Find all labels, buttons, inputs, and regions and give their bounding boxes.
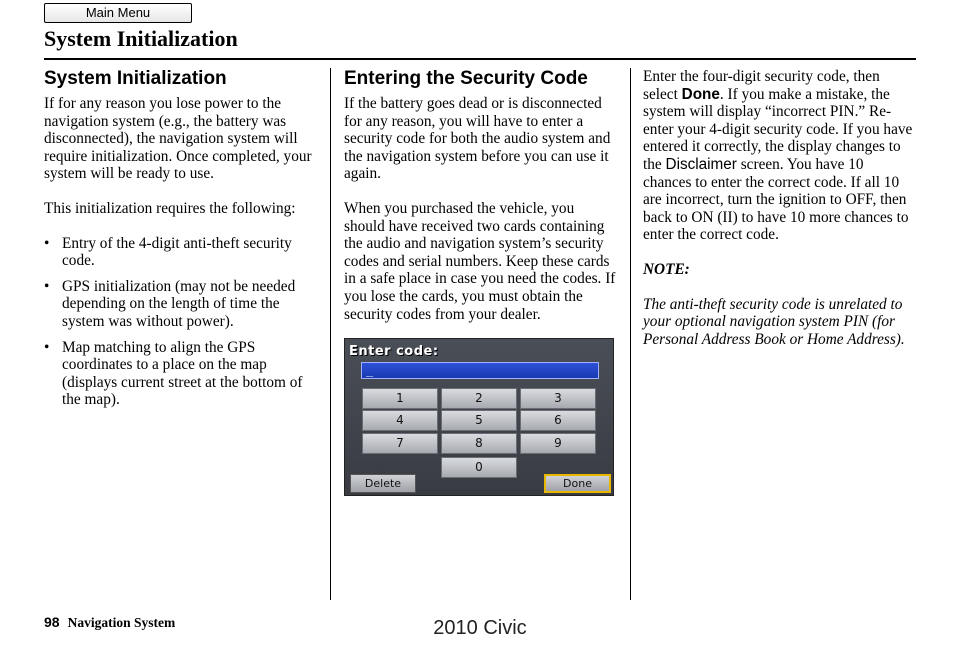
main-menu-button[interactable]: Main Menu xyxy=(44,3,192,23)
paragraph-intro: If for any reason you lose power to the navigation system (e.g., the battery was disconnected), the navigation system will require initialization. Once completed, your system will be ready to use. xyxy=(44,95,312,183)
code-entry-field[interactable]: _ xyxy=(361,362,599,379)
title-divider xyxy=(44,58,916,60)
delete-button[interactable]: Delete xyxy=(350,474,416,493)
watermark: 2010 Civic xyxy=(433,617,527,639)
bullet-icon: • xyxy=(44,277,50,295)
note-heading: NOTE: xyxy=(643,260,690,278)
list-item-text: Map matching to align the GPS coordinates to a place on the map (displays current street at the bottom of the map). xyxy=(62,338,303,409)
keypad-key-3[interactable]: 3 xyxy=(520,388,596,409)
list-item xyxy=(44,339,316,409)
column-right xyxy=(643,68,915,365)
list-item-text: Entry of the 4-digit anti-theft security code. xyxy=(62,234,292,270)
enter-code-prompt: Enter code: xyxy=(349,344,439,359)
footer-label: Navigation System xyxy=(67,615,176,630)
paragraph-instructions xyxy=(643,68,915,244)
page-title: System Initialization xyxy=(44,26,238,51)
column-divider xyxy=(630,68,631,600)
enter-code-screen xyxy=(344,338,614,496)
keypad-key-7[interactable]: 7 xyxy=(362,433,438,454)
list-item-text: GPS initialization (may not be needed depending on the length of time the system was without power). xyxy=(62,277,296,330)
bullet-icon: • xyxy=(44,234,50,252)
keypad-key-1[interactable]: 1 xyxy=(362,388,438,409)
column-divider xyxy=(330,68,331,600)
list-item xyxy=(44,235,316,270)
note-text: The anti-theft security code is unrelated to your optional navigation system PIN (for Personal Address Book or Home Address). xyxy=(643,295,905,348)
keypad-key-4[interactable]: 4 xyxy=(362,410,438,431)
keypad-key-0[interactable]: 0 xyxy=(441,457,517,478)
keypad-key-6[interactable]: 6 xyxy=(520,410,596,431)
paragraph-battery: If the battery goes dead or is disconnected for any reason, you will have to enter a security code for both the audio system and the navigation system before you can use it again. xyxy=(344,95,611,183)
keypad-key-8[interactable]: 8 xyxy=(441,433,517,454)
requirements-list xyxy=(44,235,316,409)
instruction-text: Enter the four-digit security code, then select xyxy=(643,68,880,103)
page-number: 98 xyxy=(44,614,60,630)
section-heading-initialization: System Initialization xyxy=(44,68,227,89)
disclaimer-term: Disclaimer xyxy=(665,155,737,173)
keypad-key-2[interactable]: 2 xyxy=(441,388,517,409)
keypad-key-9[interactable]: 9 xyxy=(520,433,596,454)
list-item xyxy=(44,278,316,331)
done-button[interactable]: Done xyxy=(544,474,611,493)
column-middle xyxy=(344,68,616,340)
instruction-text: screen. You have 10 chances to enter the correct code. If all 10 are incorrect, turn the ignition to OFF, then back to ON (II) to have 10 more chances to enter the correct code. xyxy=(643,155,909,244)
paragraph-cards: When you purchased the vehicle, you should have received two cards containing the audio and navigation system’s security codes and serial numbers. Keep these cards in a safe place in case you need the codes. If you lose the cards, you must obtain the security codes from your dealer. xyxy=(344,199,616,323)
column-left xyxy=(44,68,316,417)
keypad-key-5[interactable]: 5 xyxy=(441,410,517,431)
bullet-icon: • xyxy=(44,338,50,356)
instruction-text: . If you make a mistake, the system will display “incorrect PIN.” Re-enter your 4-digit security code. If you have entered it correctly, the display changes to the xyxy=(643,85,913,173)
paragraph-requirements: This initialization requires the following: xyxy=(44,199,296,217)
section-heading-security-code: Entering the Security Code xyxy=(344,68,588,89)
done-term: Done xyxy=(681,85,720,103)
